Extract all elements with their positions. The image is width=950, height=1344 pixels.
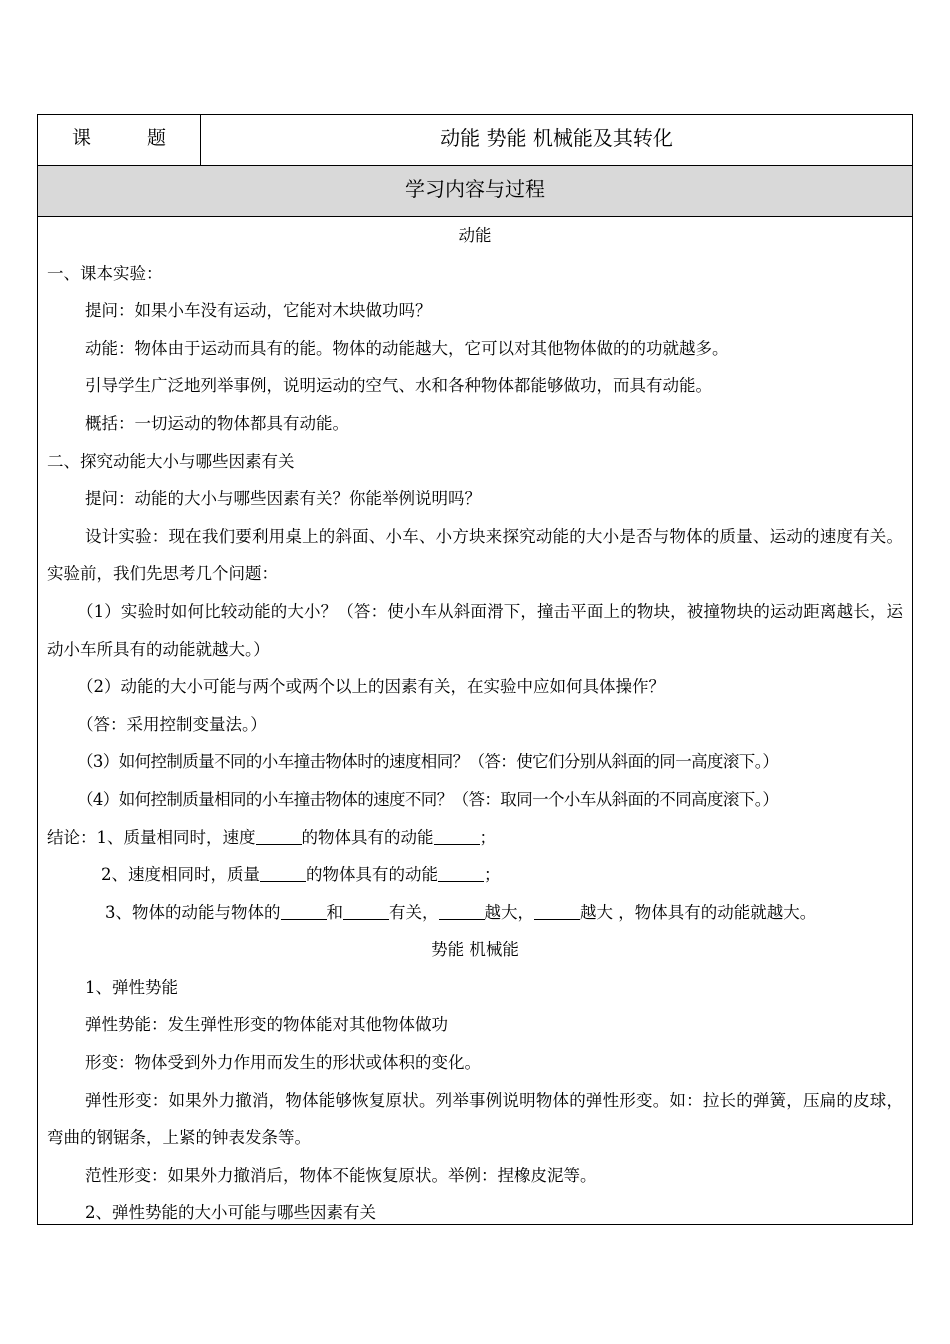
topic-label-char-2: 题 <box>147 127 167 149</box>
question-2: （2）动能的大小可能与两个或两个以上的因素有关，在实验中应如何具体操作？ <box>77 677 665 697</box>
fill-blank <box>534 899 580 920</box>
title-row <box>38 115 912 166</box>
conclusion-1 <box>47 819 903 857</box>
question-4: （4）如何控制质量相同的小车撞击物体的速度不同？（答：取同一个小车从斜面的不同高度滚下。） <box>77 789 779 809</box>
fill-blank <box>439 899 485 920</box>
conclusion-2-text-a: 2、速度相同时，质量 <box>101 865 260 885</box>
content-body <box>38 217 912 1232</box>
lesson-table <box>37 114 913 1225</box>
conclusion-3 <box>47 894 903 932</box>
elastic-factors: 2、弹性势能的大小可能与哪些因素有关 <box>85 1203 376 1223</box>
conclusion-1-text-c: ； <box>479 827 496 847</box>
question-1: （1）实验时如何比较动能的大小？（答：使小车从斜面滑下，撞击平面上的物块，被撞物块的运动距离越长，运动小车所具有的动能就越大。） <box>47 601 903 659</box>
topic-title: 动能 势能 机械能及其转化 <box>440 126 673 150</box>
elastic-definition: 弹性势能：发生弹性形变的物体能对其他物体做功 <box>85 1015 448 1035</box>
question-2-answer: （答：采用控制变量法。） <box>77 714 267 734</box>
fill-blank <box>256 824 302 845</box>
paragraph-examples: 引导学生广泛地列举事例，说明运动的空气、水和各种物体都能够做功，而具有动能。 <box>85 376 712 396</box>
topic-label-char-1: 课 <box>71 127 91 149</box>
conclusion-3-text-c: 有关， <box>389 902 439 922</box>
section-2-heading: 二、探究动能大小与哪些因素有关 <box>47 451 295 471</box>
paragraph-question: 提问：如果小车没有运动，它能对木块做功吗？ <box>85 301 432 321</box>
paragraph-definition: 动能：物体由于运动而具有的能。物体的动能越大，它可以对其他物体做的的功就越多。 <box>85 338 729 358</box>
fill-blank <box>343 899 389 920</box>
paragraph-design: 设计实验：现在我们要利用桌上的斜面、小车、小方块来探究动能的大小是否与物体的质量、运动的速度有关。实验前，我们先思考几个问题： <box>47 526 903 584</box>
fill-blank <box>438 861 484 882</box>
heading-shineng: 势能 机械能 <box>431 940 519 960</box>
conclusion-1-text-b: 的物体具有的动能 <box>301 827 434 847</box>
conclusion-3-text-a: 3、物体的动能与物体的 <box>105 902 281 922</box>
elastic-heading: 1、弹性势能 <box>85 977 178 997</box>
conclusion-3-text-d: 越大， <box>484 902 534 922</box>
conclusion-1-text-a: 结论：1、质量相同时，速度 <box>47 827 256 847</box>
section-header: 学习内容与过程 <box>38 166 912 217</box>
heading-dongneng: 动能 <box>458 226 492 245</box>
fill-blank <box>281 899 327 920</box>
conclusion-2-text-b: 的物体具有的动能 <box>306 865 438 885</box>
conclusion-2-text-c: ； <box>484 865 501 885</box>
elastic-deformation: 弹性形变：如果外力撤消，物体能够恢复原状。列举事例说明物体的弹性形变。如：拉长的弹簧，压扁的皮球，弯曲的钢锯条，上紧的钟表发条等。 <box>47 1090 903 1148</box>
topic-label <box>38 115 201 165</box>
conclusion-3-text-e: 越大 ，物体具有的动能就越大。 <box>580 902 817 922</box>
plastic-deformation: 范性形变：如果外力撤消后，物体不能恢复原状。举例：捏橡皮泥等。 <box>85 1165 597 1185</box>
conclusion-3-text-b: 和 <box>326 902 343 922</box>
fill-blank <box>260 861 306 882</box>
conclusion-2 <box>47 856 903 894</box>
paragraph-question-2: 提问：动能的大小与哪些因素有关？你能举例说明吗？ <box>85 489 481 509</box>
paragraph-summary: 概括：一切运动的物体都具有动能。 <box>85 413 349 433</box>
section-1-heading: 一、课本实验： <box>47 263 163 283</box>
question-3: （3）如何控制质量不同的小车撞击物体时的速度相同？（答：使它们分别从斜面的同一高度滚下。） <box>77 752 779 772</box>
deformation-definition: 形变：物体受到外力作用而发生的形状或体积的变化。 <box>85 1053 481 1073</box>
fill-blank <box>434 824 480 845</box>
